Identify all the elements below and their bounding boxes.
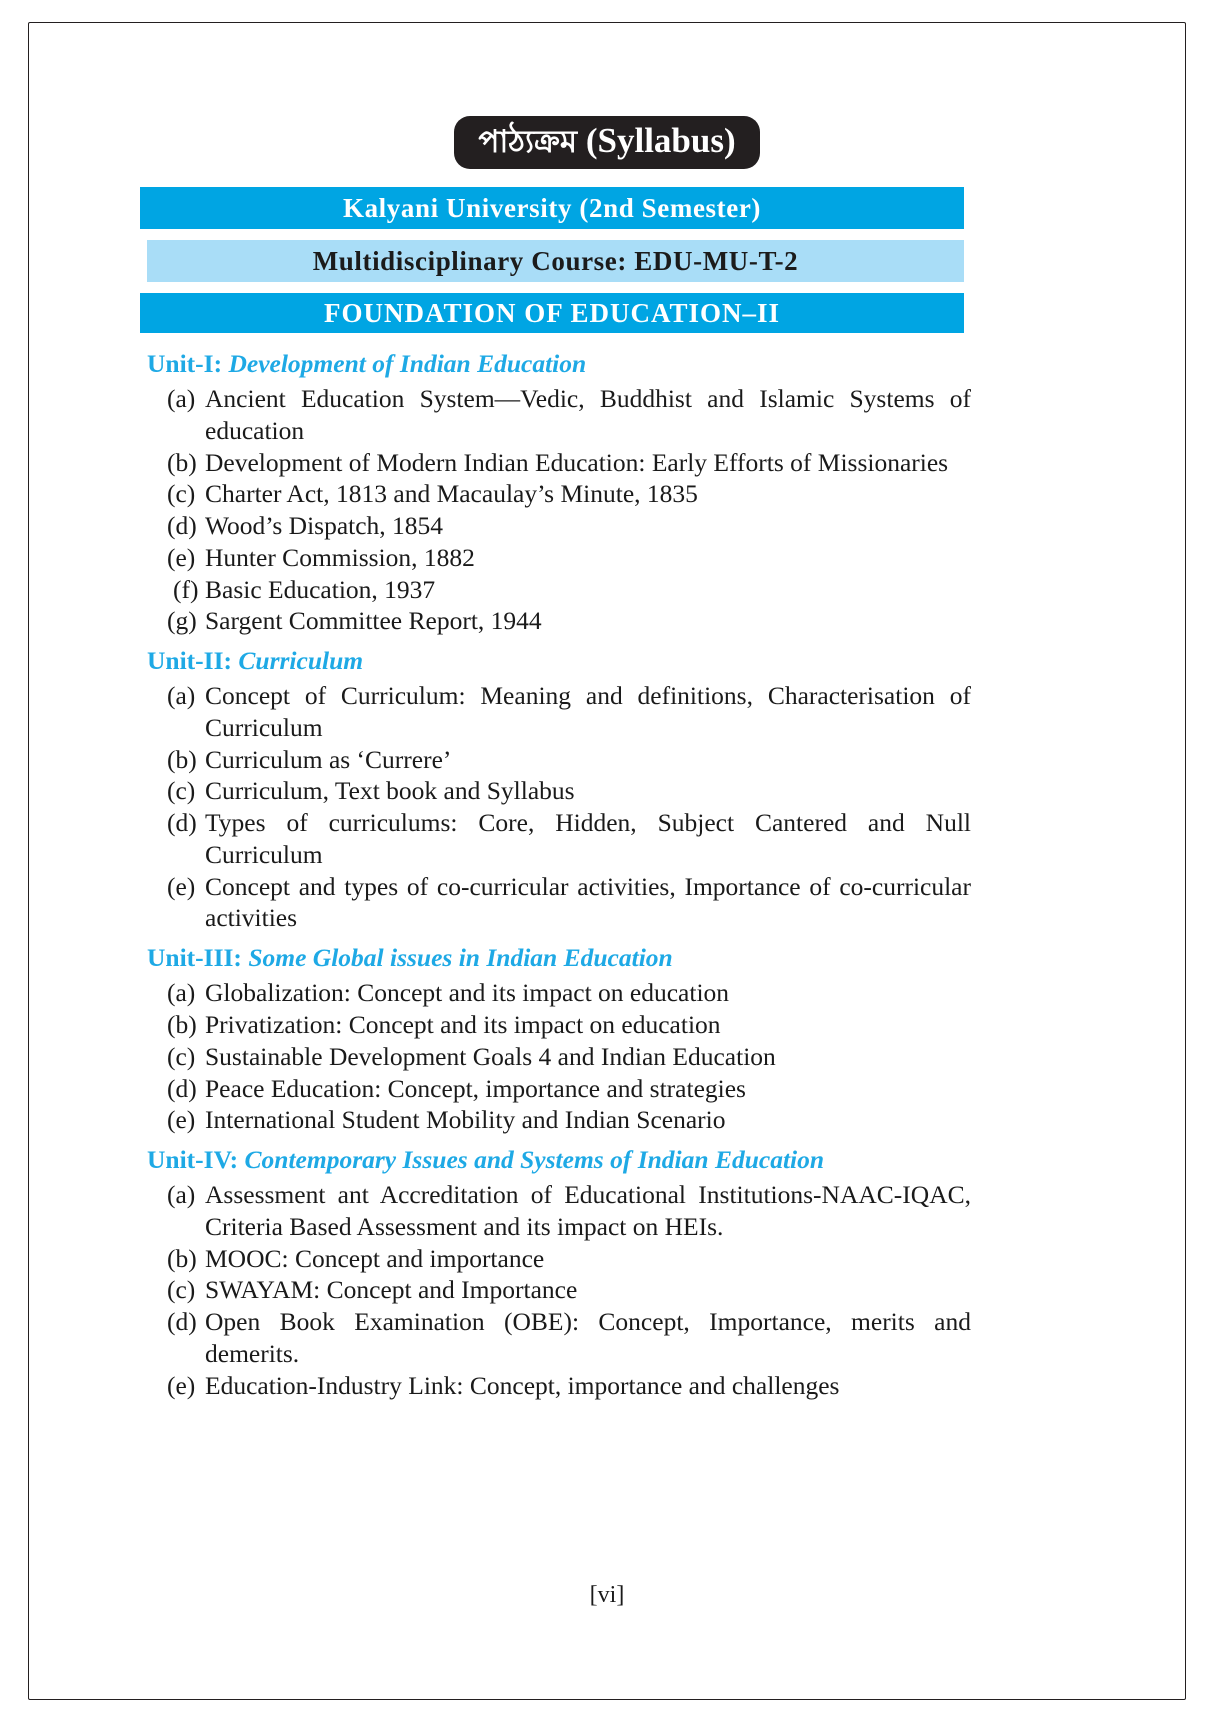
unit-item-list: [147, 680, 971, 934]
unit-item-marker: (b): [167, 1010, 197, 1040]
syllabus-badge-row: [0, 116, 1214, 169]
unit-item: [147, 775, 971, 807]
unit-item-marker: (f): [173, 574, 199, 604]
syllabus-badge: [454, 116, 759, 169]
unit-item: [147, 447, 971, 479]
unit-item: [147, 807, 971, 870]
unit-item-marker: (a): [167, 384, 196, 414]
page-footer: [0, 1582, 1214, 1609]
unit-item-text: Concept and types of co-curricular activities, Importance of co-curricular activities: [205, 871, 971, 933]
unit-item: [147, 1041, 971, 1073]
unit-heading: [147, 346, 971, 382]
unit-item: [147, 383, 971, 446]
banner-course-code: Multidisciplinary Course: EDU-MU-T-2: [147, 240, 964, 282]
unit-item-marker: (e): [167, 542, 196, 572]
unit-item-text: Hunter Commission, 1882: [205, 542, 475, 572]
unit-item-list: [147, 383, 971, 637]
unit-item: [147, 605, 971, 637]
unit-item-text: Development of Modern Indian Education: Early Efforts of Missionaries: [205, 447, 949, 477]
unit-item: [147, 1243, 971, 1275]
unit-item-marker: (e): [167, 1105, 196, 1135]
syllabus-badge-bengali-label: পাঠ্যক্রম: [478, 124, 578, 160]
unit-item-text: Concept of Curriculum: Meaning and definitions, Characterisation of Curriculum: [205, 681, 971, 743]
unit-heading-title: Contemporary Issues and Systems of Indian Education: [244, 1145, 825, 1175]
unit-heading-label: Unit-III:: [147, 943, 242, 973]
syllabus-units-container: [147, 340, 971, 1403]
page-number: [vi]: [589, 1582, 625, 1608]
unit-heading-label: Unit-II:: [147, 646, 233, 676]
unit-heading-label: Unit-IV:: [147, 1145, 239, 1175]
unit-item-text: Education-Industry Link: Concept, importance and challenges: [205, 1370, 840, 1400]
unit-item-text: Wood’s Dispatch, 1854: [205, 511, 444, 541]
unit-item-marker: (e): [167, 871, 196, 901]
unit-item-list: [147, 977, 971, 1136]
unit-heading-label: Unit-I:: [147, 349, 223, 378]
unit-item: [147, 1009, 971, 1041]
unit-item: [147, 1179, 971, 1242]
unit-item-text: Assessment ant Accreditation of Educational Institutions-NAAC-IQAC, Criteria Based Assessment and its impact on HEIs.: [205, 1180, 971, 1241]
banner-university: Kalyani University (2nd Semester): [140, 187, 964, 229]
unit-item-list: [147, 1179, 971, 1401]
unit-item-text: Privatization: Concept and its impact on education: [205, 1010, 721, 1040]
unit-item: [147, 542, 971, 574]
unit-item-marker: (d): [167, 1307, 197, 1337]
unit-block: [147, 1142, 971, 1401]
unit-heading-title: Curriculum: [238, 646, 364, 676]
unit-item: [147, 574, 971, 606]
unit-item-marker: (d): [167, 1073, 197, 1103]
unit-item: [147, 1306, 971, 1369]
unit-heading: [147, 940, 971, 976]
unit-item-text: Curriculum as ‘Currere’: [205, 744, 452, 774]
unit-item-text: Peace Education: Concept, importance and strategies: [205, 1073, 746, 1103]
unit-item-marker: (e): [167, 1370, 196, 1400]
unit-item-text: Ancient Education System—Vedic, Buddhist and Islamic Systems of education: [205, 384, 971, 445]
unit-item-marker: (d): [167, 511, 197, 541]
unit-item-marker: (c): [167, 776, 196, 806]
unit-item-marker: (b): [167, 744, 197, 774]
unit-item-text: Globalization: Concept and its impact on education: [205, 978, 730, 1008]
unit-item-marker: (a): [167, 681, 196, 711]
unit-item: [147, 977, 971, 1009]
unit-item: [147, 1104, 971, 1136]
unit-item-marker: (b): [167, 1243, 197, 1273]
unit-heading: [147, 643, 971, 679]
unit-item-marker: (a): [167, 1180, 196, 1210]
unit-item-marker: (a): [167, 978, 196, 1008]
unit-item-text: Sustainable Development Goals 4 and Indian Education: [205, 1041, 776, 1071]
unit-item: [147, 1370, 971, 1402]
syllabus-badge-english-label: (Syllabus): [585, 121, 736, 160]
unit-item: [147, 744, 971, 776]
unit-block: [147, 940, 971, 1136]
banner-paper-title: FOUNDATION OF EDUCATION–II: [140, 293, 964, 333]
unit-item-text: Basic Education, 1937: [205, 574, 436, 604]
unit-item-marker: (c): [167, 1041, 196, 1071]
unit-item: [147, 1073, 971, 1105]
unit-item-text: International Student Mobility and Indian Scenario: [205, 1105, 726, 1135]
unit-item-text: Curriculum, Text book and Syllabus: [205, 776, 575, 806]
unit-item: [147, 1274, 971, 1306]
unit-heading: [147, 1142, 971, 1178]
unit-item: [147, 680, 971, 743]
unit-item: [147, 478, 971, 510]
unit-item-text: SWAYAM: Concept and Importance: [205, 1275, 578, 1305]
unit-item-marker: (c): [167, 479, 196, 509]
unit-item-marker: (d): [167, 808, 197, 838]
unit-block: [147, 346, 971, 637]
unit-item-text: Sargent Committee Report, 1944: [205, 606, 542, 636]
unit-heading-title: Some Global issues in Indian Education: [248, 943, 673, 973]
unit-item-text: Charter Act, 1813 and Macaulay’s Minute, 1835: [205, 479, 698, 509]
unit-block: [147, 643, 971, 934]
unit-item-text: MOOC: Concept and importance: [205, 1243, 545, 1273]
unit-item-marker: (g): [167, 606, 197, 636]
unit-item: [147, 510, 971, 542]
unit-heading-title: Development of Indian Education: [228, 349, 587, 378]
unit-item-marker: (c): [167, 1275, 196, 1305]
unit-item: [147, 871, 971, 934]
unit-item-text: Open Book Examination (OBE): Concept, Importance, merits and demerits.: [205, 1307, 971, 1368]
unit-item-text: Types of curriculums: Core, Hidden, Subject Cantered and Null Curriculum: [205, 808, 971, 869]
unit-item-marker: (b): [167, 447, 197, 477]
